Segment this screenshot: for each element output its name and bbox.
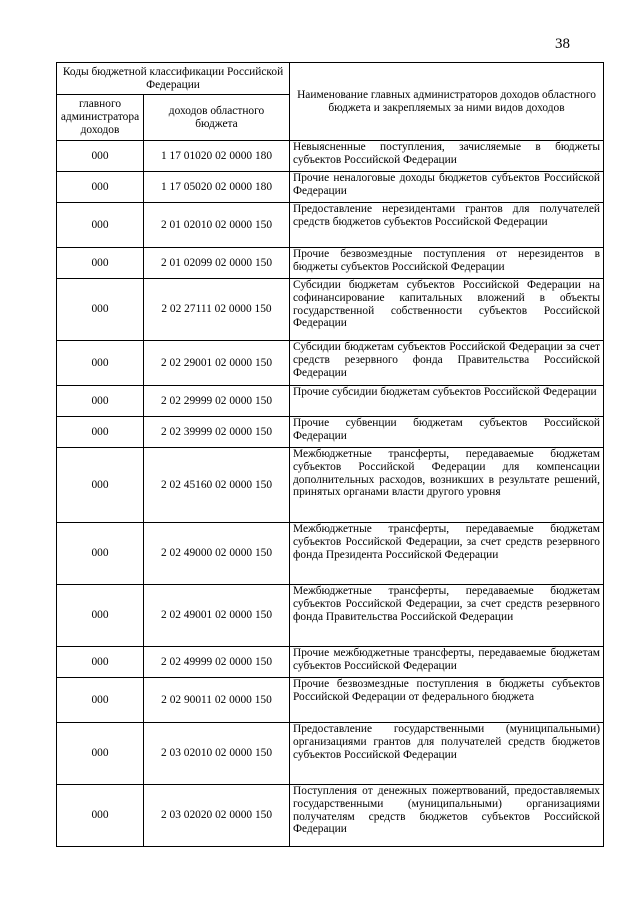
income-name-cell: Прочие безвозмездные поступления от нерезидентов в бюджеты субъектов Российской Федерации [290, 248, 604, 279]
admin-code-cell: 000 [57, 141, 144, 172]
income-code-cell: 2 02 49001 02 0000 150 [144, 585, 290, 647]
income-code-cell: 2 02 29001 02 0000 150 [144, 341, 290, 386]
income-code-cell: 1 17 01020 02 0000 180 [144, 141, 290, 172]
income-code-cell: 2 02 90011 02 0000 150 [144, 678, 290, 723]
table-row [57, 678, 604, 723]
table-row [57, 386, 604, 417]
income-name-cell: Прочие межбюджетные трансферты, передаваемые бюджетам субъектов Российской Федерации [290, 647, 604, 678]
header-main-admin: главного администратора доходов [57, 95, 144, 141]
table-row [57, 585, 604, 647]
income-code-cell: 2 02 29999 02 0000 150 [144, 386, 290, 417]
income-code-cell: 2 02 39999 02 0000 150 [144, 417, 290, 448]
header-regional-income: доходов областного бюджета [144, 95, 290, 141]
income-code-cell: 2 01 02010 02 0000 150 [144, 203, 290, 248]
income-code-cell: 2 02 49999 02 0000 150 [144, 647, 290, 678]
admin-code-cell: 000 [57, 785, 144, 847]
admin-code-cell: 000 [57, 678, 144, 723]
admin-code-cell: 000 [57, 203, 144, 248]
budget-classification-table [56, 62, 604, 847]
admin-code-cell: 000 [57, 279, 144, 341]
header-names: Наименование главных администраторов доходов областного бюджета и закрепляемых за ними видов доходов [290, 63, 604, 141]
table-row [57, 647, 604, 678]
income-name-cell: Невыясненные поступления, зачисляемые в бюджеты субъектов Российской Федерации [290, 141, 604, 172]
income-name-cell: Предоставление государственными (муниципальными) организациями грантов для получателей средств бюджетов субъектов Российской Федерации [290, 723, 604, 785]
income-code-cell: 2 01 02099 02 0000 150 [144, 248, 290, 279]
admin-code-cell: 000 [57, 647, 144, 678]
income-code-cell: 2 03 02020 02 0000 150 [144, 785, 290, 847]
admin-code-cell: 000 [57, 341, 144, 386]
income-code-cell: 2 02 27111 02 0000 150 [144, 279, 290, 341]
table-row [57, 448, 604, 523]
table-row [57, 417, 604, 448]
table-row [57, 523, 604, 585]
header-codes-group: Коды бюджетной классификации Российской Федерации [57, 63, 290, 95]
table-row [57, 279, 604, 341]
income-name-cell: Межбюджетные трансферты, передаваемые бюджетам субъектов Российской Федерации, за счет средств резервного фонда Правительства Российской Федерации [290, 585, 604, 647]
table-row [57, 248, 604, 279]
income-name-cell: Межбюджетные трансферты, передаваемые бюджетам субъектов Российской Федерации, за счет средств резервного фонда Президента Российской Федерации [290, 523, 604, 585]
page-number: 38 [555, 36, 570, 52]
admin-code-cell: 000 [57, 523, 144, 585]
income-name-cell: Прочие неналоговые доходы бюджетов субъектов Российской Федерации [290, 172, 604, 203]
table-row [57, 203, 604, 248]
admin-code-cell: 000 [57, 448, 144, 523]
income-code-cell: 2 03 02010 02 0000 150 [144, 723, 290, 785]
table-row [57, 785, 604, 847]
income-code-cell: 2 02 49000 02 0000 150 [144, 523, 290, 585]
income-code-cell: 2 02 45160 02 0000 150 [144, 448, 290, 523]
admin-code-cell: 000 [57, 248, 144, 279]
income-name-cell: Межбюджетные трансферты, передаваемые бюджетам субъектов Российской Федерации для компенсации дополнительных расходов, возникших в результате решений, принятых органами власти другого уровня [290, 448, 604, 523]
income-code-cell: 1 17 05020 02 0000 180 [144, 172, 290, 203]
table-row [57, 172, 604, 203]
income-name-cell: Прочие безвозмездные поступления в бюджеты субъектов Российской Федерации от федерального бюджета [290, 678, 604, 723]
table-row [57, 723, 604, 785]
admin-code-cell: 000 [57, 723, 144, 785]
admin-code-cell: 000 [57, 172, 144, 203]
admin-code-cell: 000 [57, 386, 144, 417]
admin-code-cell: 000 [57, 417, 144, 448]
income-name-cell: Предоставление нерезидентами грантов для получателей средств бюджетов субъектов Российской Федерации [290, 203, 604, 248]
table-row [57, 341, 604, 386]
income-name-cell: Прочие субвенции бюджетам субъектов Российской Федерации [290, 417, 604, 448]
table-row [57, 141, 604, 172]
income-name-cell: Субсидии бюджетам субъектов Российской Федерации на софинансирование капитальных вложений в объекты государственной собственности субъектов Российской Федерации [290, 279, 604, 341]
income-name-cell: Поступления от денежных пожертвований, предоставляемых государственными (муниципальными) организациями получателям средств бюджетов субъектов Российской Федерации [290, 785, 604, 847]
income-name-cell: Прочие субсидии бюджетам субъектов Российской Федерации [290, 386, 604, 417]
income-name-cell: Субсидии бюджетам субъектов Российской Федерации за счет средств резервного фонда Правительства Российской Федерации [290, 341, 604, 386]
admin-code-cell: 000 [57, 585, 144, 647]
